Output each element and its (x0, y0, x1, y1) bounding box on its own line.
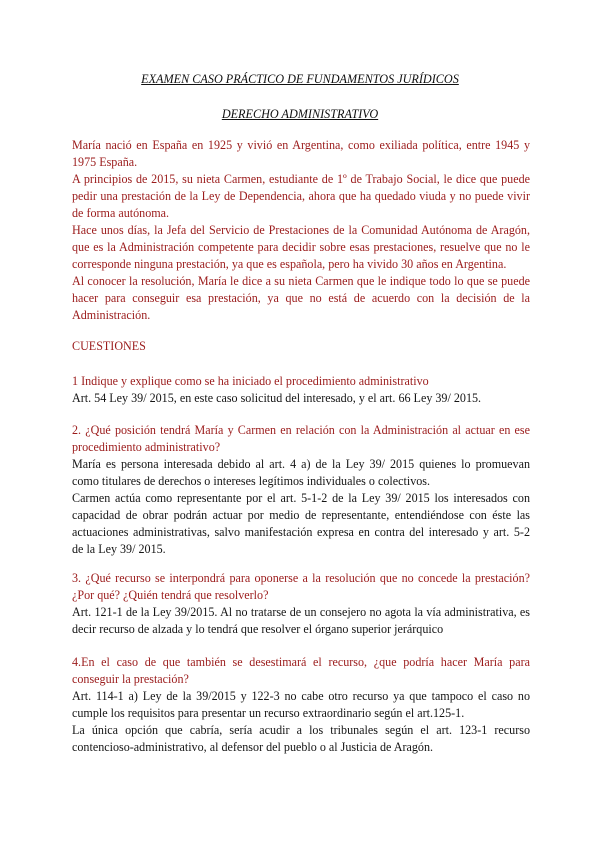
case-line: hacer para conseguir esa prestación, ya que no está de acuerdo con la decisión de la (72, 291, 530, 305)
answer-text: María es persona interesada debido al art. 4 a) de la Ley 39/ 2015 quienes lo promuevan (72, 457, 530, 471)
case-line: de forma autónoma. (72, 206, 170, 220)
question-4 (72, 654, 530, 756)
question-text: conseguir la prestación? (72, 672, 189, 686)
case-statement (72, 137, 530, 324)
case-line: A principios de 2015, su nieta Carmen, estudiante de 1º de Trabajo Social, le dice que puede (72, 172, 530, 186)
question-text: 2. ¿Qué posición tendrá María y Carmen en relación con la Administración al actuar en ese (72, 423, 530, 437)
question-text: 3. ¿Qué recurso se interpondrá para oponerse a la resolución que no concede la prestación? (72, 571, 530, 585)
answer-text: como titulares de derechos o intereses legítimos individuales o colectivos. (72, 474, 431, 488)
answer-text: capacidad de obrar podrán actuar por medio de representante, entendiéndose con éste las (72, 508, 530, 522)
question-2 (72, 422, 530, 558)
document-title: EXAMEN CASO PRÁCTICO DE FUNDAMENTOS JURÍDICOS (141, 72, 459, 86)
answer-text: Carmen actúa como representante por el art. 5-1-2 de la Ley 39/ 2015 los interesados con (72, 491, 530, 505)
question-1 (72, 373, 530, 407)
case-line: Al conocer la resolución, María le dice a su nieta Carmen que le indique todo lo que se puede (72, 274, 530, 288)
question-text: ¿Por qué? ¿Quién tendrá que resolverlo? (72, 588, 269, 602)
case-line: que es la Administración competente para decidir sobre esas prestaciones, resuelve que no le (72, 240, 530, 254)
answer-text: La única opción que cabría, sería acudir a los tribunales según el art. 123-1 recurso (72, 723, 530, 737)
question-text: 4.En el caso de que también se desestimará el recurso, ¿que podría hacer María para (72, 655, 530, 669)
case-line: corresponde ninguna prestación, ya que es española, pero ha vivido 30 años en Argentina. (72, 257, 507, 271)
answer-text: cumple los requisitos para presentar un recurso extraordinario según el art.125-1. (72, 706, 465, 720)
case-line: Administración. (72, 308, 151, 322)
question-text: 1 Indique y explique como se ha iniciado el procedimiento administrativo (72, 374, 429, 388)
answer-text: Art. 54 Ley 39/ 2015, en este caso solicitud del interesado, y el art. 66 Ley 39/ 2015. (72, 391, 482, 405)
section-heading (72, 338, 530, 355)
answer-text: Art. 121-1 de la Ley 39/2015. Al no tratarse de un consejero no agota la vía administrativa, es (72, 605, 530, 619)
answer-text: decir recurso de alzada y lo tendrá que resolver el órgano superior jerárquico (72, 622, 444, 636)
document-subtitle: DERECHO ADMINISTRATIVO (221, 107, 379, 121)
case-line: Hace unos días, la Jefa del Servicio de Prestaciones de la Comunidad Autónoma de Aragón, (72, 223, 530, 237)
question-3 (72, 570, 530, 638)
answer-text: contencioso-administrativo, al defensor del pueblo o al Justicia de Aragón. (72, 740, 434, 754)
case-line: 1975 España. (72, 155, 138, 169)
answer-text: Art. 114-1 a) Ley de la 39/2015 y 122-3 no cabe otro recurso ya que tampoco el caso no (72, 689, 530, 703)
cuestiones-heading: CUESTIONES (72, 339, 146, 353)
answer-text: actuaciones administrativas, salvo manifestación expresa en contra del interesado y art. 5-2 (72, 525, 530, 539)
question-text: procedimiento administrativo? (72, 440, 221, 454)
case-line: pedir una prestación de la Ley de Dependencia, ahora que ha quedado viuda y no puede vivir (72, 189, 530, 203)
answer-text: de la Ley 39/ 2015. (72, 542, 166, 556)
case-line: María nació en España en 1925 y vivió en Argentina, como exiliada política, entre 1945 y (72, 138, 530, 152)
